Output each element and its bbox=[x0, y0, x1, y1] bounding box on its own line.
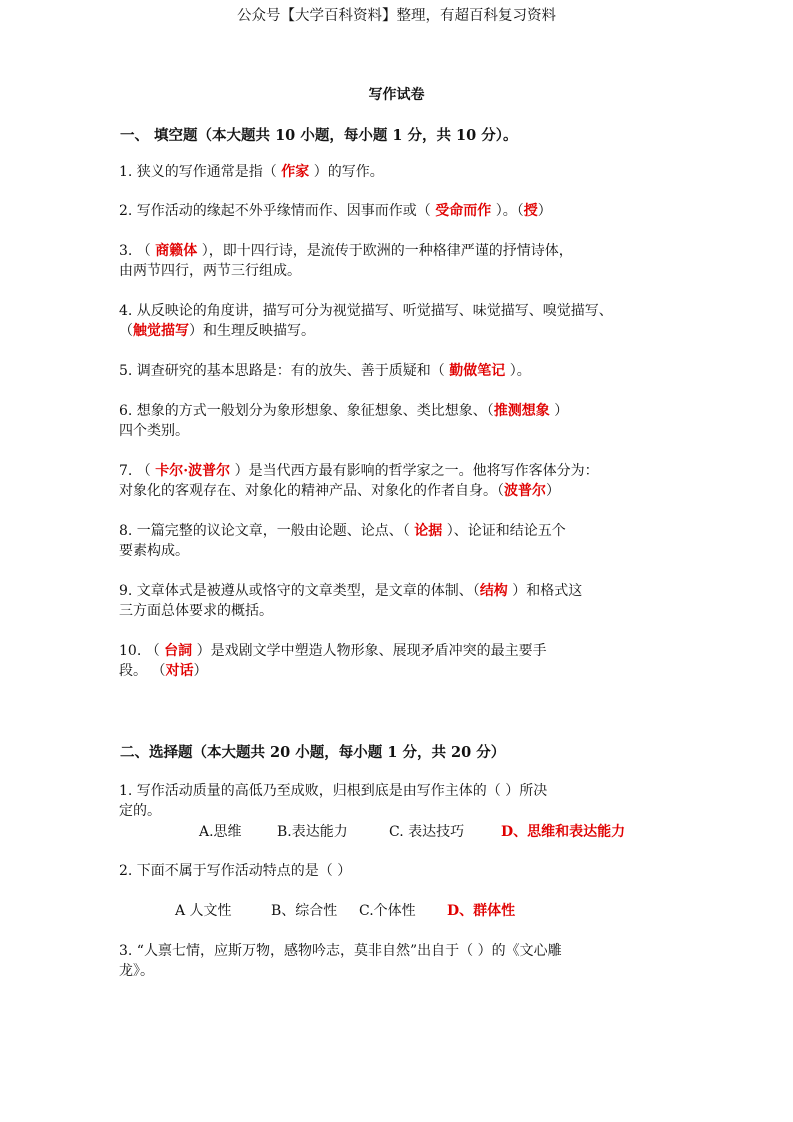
fill-question-9: 9. 文章体式是被遵从或恪守的文章类型，是文章的体制、（结构 ）和格式这 三方面总体要求的概括。 bbox=[119, 583, 583, 619]
choice-question-3: 3. “人禀七情，应斯万物，感物吟志，莫非自然”出自于（ ）的《文心雕 龙》。 bbox=[119, 943, 562, 979]
option-d-answer: D、群体性 bbox=[447, 903, 516, 919]
fill-question-2: 2. 写作活动的缘起不外乎缘情而作、因事而作或（ 受命而作 ）。（授） bbox=[119, 203, 552, 219]
option-d-answer: D、思维和表达能力 bbox=[501, 824, 626, 840]
answer: 台詞 bbox=[164, 643, 193, 659]
answer: 卡尔·波普尔 bbox=[155, 463, 231, 479]
fill-question-10: 10. （ 台詞 ）是戏剧文学中塑造人物形象、展现矛盾冲突的最主要手 段。 （对话） bbox=[119, 643, 547, 679]
option-a: A.思维 bbox=[199, 824, 242, 840]
answer: 受命而作 bbox=[435, 203, 492, 219]
section1-heading: 一、 填空题（本大题共 10 小题，每小题 1 分，共 10 分）。 bbox=[120, 127, 518, 144]
choice-question-1-options bbox=[199, 822, 625, 842]
document-title: 写作试卷 bbox=[368, 87, 425, 103]
fill-question-4: 4. 从反映论的角度讲，描写可分为视觉描写、听觉描写、味觉描写、嗅觉描写、 （触觉描写）和生理反映描写。 bbox=[119, 303, 613, 339]
answer: 推测想象 bbox=[493, 403, 550, 419]
answer: 授 bbox=[523, 203, 538, 219]
answer: 结构 bbox=[479, 583, 508, 599]
fill-question-8: 8. 一篇完整的议论文章，一般由论题、论点、（ 论据 ）、论证和结论五个 要素构成。 bbox=[119, 523, 566, 559]
option-a: A 人文性 bbox=[175, 903, 232, 919]
fill-question-7: 7. （ 卡尔·波普尔 ）是当代西方最有影响的哲学家之一。他将写作客体分为： 对象化的客观存在、对象化的精神产品、对象化的作者自身。（波普尔） bbox=[119, 463, 599, 499]
option-c: C. 表达技巧 bbox=[389, 824, 465, 840]
choice-question-1: 1. 写作活动质量的高低乃至成败，归根到底是由写作主体的（ ）所决 定的。 bbox=[119, 783, 548, 819]
option-b: B.表达能力 bbox=[277, 824, 348, 840]
answer: 勤做笔记 bbox=[449, 363, 506, 379]
answer: 商籁体 bbox=[155, 243, 198, 259]
answer: 对话 bbox=[165, 663, 194, 679]
answer: 波普尔 bbox=[504, 483, 546, 499]
fill-question-6: 6. 想象的方式一般划分为象形想象、象征想象、类比想象、（推测想象 ） 四个类别。 bbox=[119, 403, 569, 439]
answer: 作家 bbox=[281, 164, 310, 180]
option-c: C.个体性 bbox=[359, 903, 416, 919]
choice-question-2: 2. 下面不属于写作活动特点的是（ ） bbox=[119, 863, 352, 879]
answer: 论据 bbox=[414, 523, 443, 539]
choice-question-2-options bbox=[175, 901, 515, 921]
section2-heading: 二、选择题（本大题共 20 小题，每小题 1 分，共 20 分） bbox=[120, 744, 506, 761]
fill-question-1: 1. 狭义的写作通常是指（ 作家 ）的写作。 bbox=[119, 164, 384, 180]
fill-question-3: 3. （ 商籁体 ），即十四行诗，是流传于欧洲的一种格律严谨的抒情诗体， 由两节四行，两节三行组成。 bbox=[119, 243, 573, 279]
option-b: B、综合性 bbox=[271, 903, 338, 919]
answer: 触觉描写 bbox=[133, 323, 189, 339]
page-header: 公众号【大学百科资料】整理，有超百科复习资料 bbox=[237, 8, 556, 24]
fill-question-5: 5. 调查研究的基本思路是：有的放失、善于质疑和（ 勤做笔记 ）。 bbox=[119, 363, 531, 379]
